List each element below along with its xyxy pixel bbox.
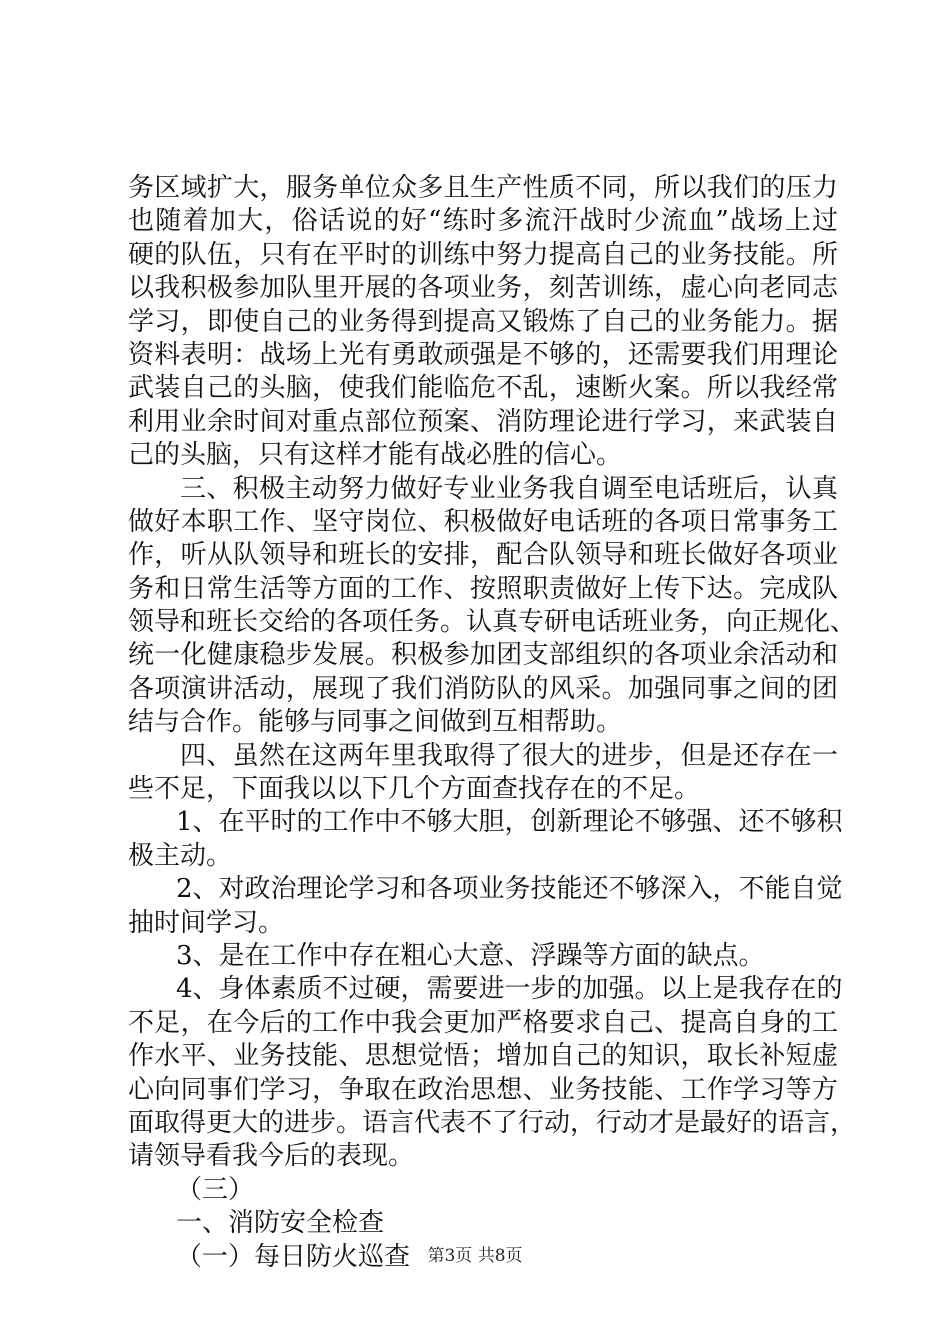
text-line: 武装自己的头脑，使我们能临危不乱，速断火案。所以我经常 [128,373,838,404]
text-line: 也随着加大，俗话说的好“练时多流汗战时少流血”战场上过 [128,206,838,237]
text-line: （三） [176,1174,255,1205]
text-line: 领导和班长交给的各项任务。认真专研电话班业务，向正规化、 [128,607,857,638]
text-line: 务和日常生活等方面的工作、按照职责做好上传下达。完成队 [128,573,838,604]
text-line: 作，听从队领导和班长的安排，配合队领导和班长做好各项业 [128,540,838,571]
text-line: 极主动。 [128,840,233,871]
text-line: 以我积极参加队里开展的各项业务，刻苦训练，虚心向老同志 [128,273,838,304]
document-body [128,172,857,1274]
text-line: 利用业余时间对重点部位预案、消防理论进行学习，来武装自 [128,406,838,437]
text-line: 作水平、业务技能、思想觉悟；增加自己的知识，取长补短虚 [128,1041,838,1072]
text-line: 不足，在今后的工作中我会更加严格要求自己、提高自身的工 [128,1007,838,1038]
text-line: 一、消防安全检查 [176,1208,385,1239]
text-line: 己的头脑，只有这样才能有战必胜的信心。 [128,440,623,471]
text-line: 面取得更大的进步。语言代表不了行动，行动才是最好的语言， [128,1107,857,1138]
text-line: 1、在平时的工作中不够大胆，创新理论不够强、还不够积 [176,807,843,838]
text-line: 三、积极主动努力做好专业业务我自调至电话班后，认真 [180,473,838,504]
text-line: 做好本职工作、坚守岗位、积极做好电话班的各项日常事务工 [128,506,838,537]
text-line: 抽时间学习。 [128,907,285,938]
text-line: 各项演讲活动，展现了我们消防队的风采。加强同事之间的团 [128,673,838,704]
text-line: 结与合作。能够与同事之间做到互相帮助。 [128,707,623,738]
text-line: 务区域扩大，服务单位众多且生产性质不同，所以我们的压力 [128,173,838,203]
text-line: 4、身体素质不过硬，需要进一步的加强。以上是我存在的 [176,974,843,1005]
text-line: 四、虽然在这两年里我取得了很大的进步，但是还存在一 [180,740,838,771]
text-line: 硬的队伍，只有在平时的训练中努力提高自己的业务技能。所 [128,239,838,270]
text-line: 资料表明：战场上光有勇敢顽强是不够的，还需要我们用理论 [128,339,838,370]
text-line: 2、对政治理论学习和各项业务技能还不够深入，不能自觉 [176,874,843,905]
page-footer: 第3页 共8页 [427,1246,523,1266]
text-line: 心向同事们学习，争取在政治思想、业务技能、工作学习等方 [128,1074,838,1105]
text-line: 统一化健康稳步发展。积极参加团支部组织的各项业余活动和 [128,640,838,671]
text-line: 些不足，下面我以以下几个方面查找存在的不足。 [128,774,701,805]
text-line: （一）每日防火巡查 [176,1241,411,1272]
text-line: 请领导看我今后的表现。 [128,1141,415,1172]
text-line: 学习，即使自己的业务得到提高又锻炼了自己的业务能力。据 [128,306,838,337]
text-line: 3、是在工作中存在粗心大意、浮躁等方面的缺点。 [176,940,765,971]
